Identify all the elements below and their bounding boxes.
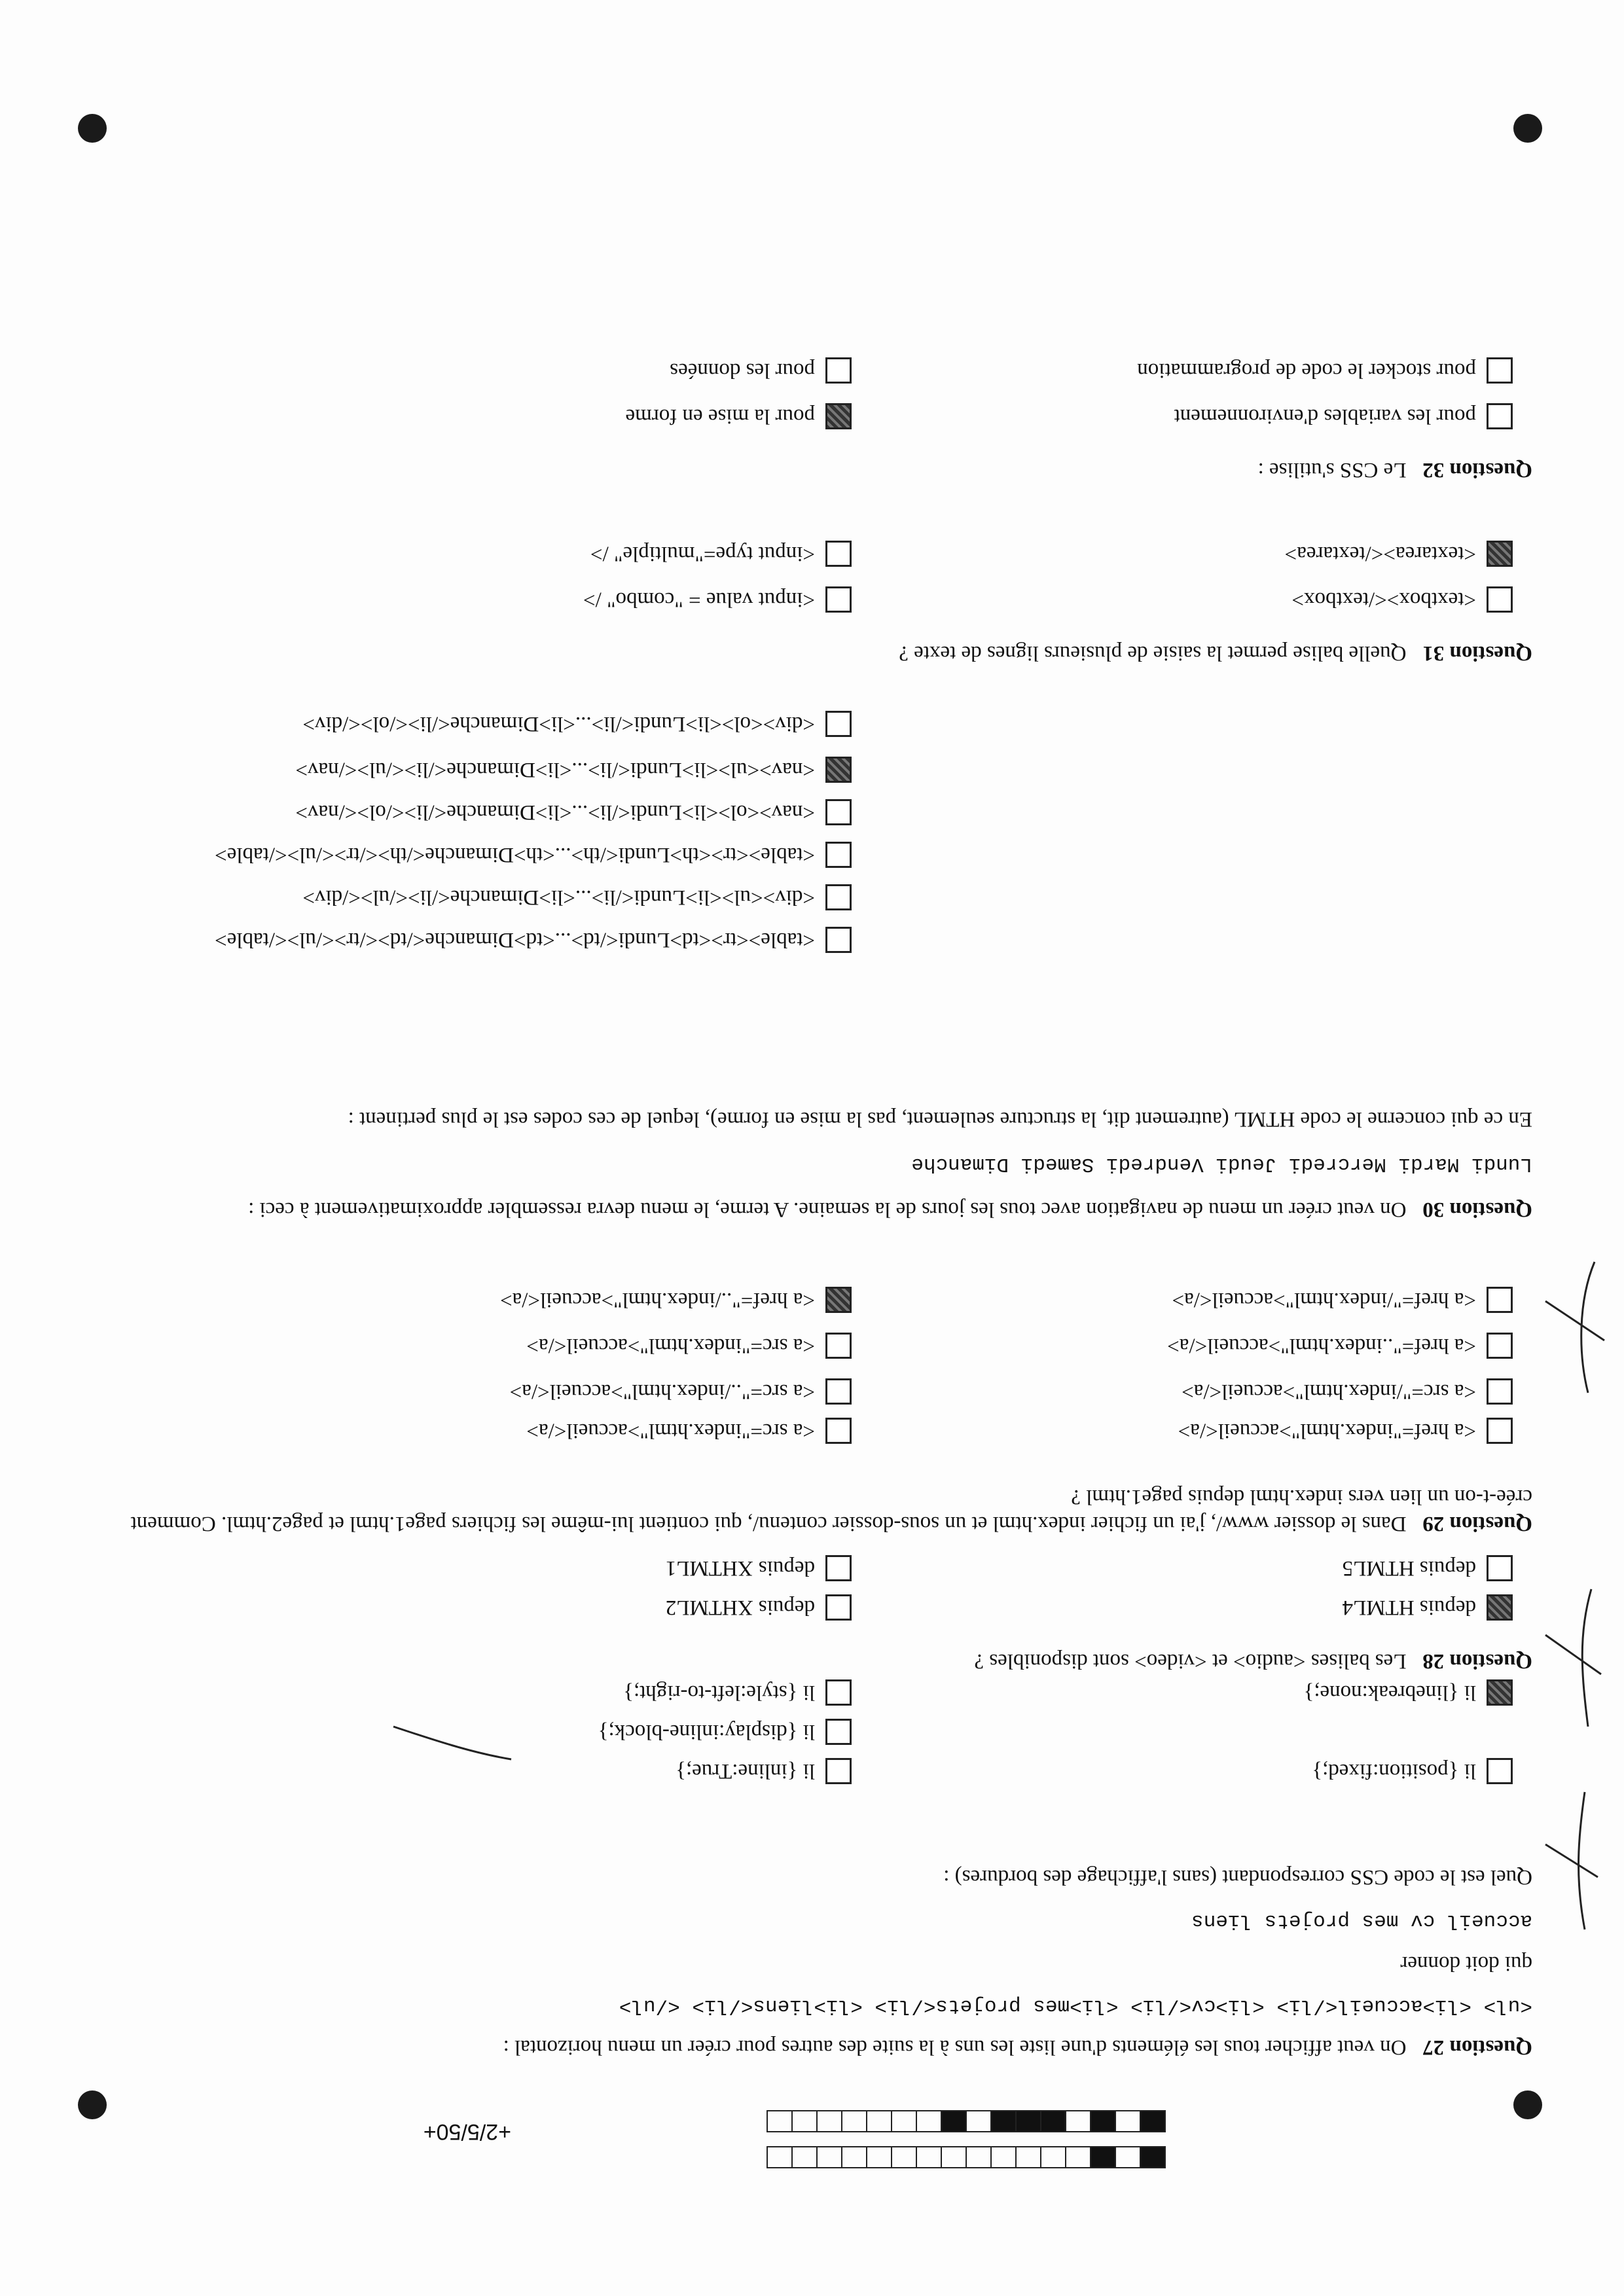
question-text: Quelle balise permet la saisie de plusieurs lignes de texte ? [899, 641, 1407, 665]
answer-label: <nav><ul><li>Lundi</li>...<li>Dimanche</li></ul></nav> [295, 758, 815, 782]
answer-label: pour les variables d'environnement [1174, 404, 1476, 429]
question-text: Le CSS s'utilise : [1257, 458, 1407, 482]
answer-label: <a src="../index.html">accueil</a> [509, 1380, 815, 1404]
answer-label: li {position:fixed;} [1312, 1759, 1476, 1784]
answer-label: li {style:left-to-right;} [623, 1681, 815, 1705]
code-sample: <ul> <li>accueil</li> <li>cv</li> <li>mes projets</li> <li>liens</li> </ul> [619, 1994, 1532, 2017]
answer-label: depuis HTML5 [1342, 1556, 1476, 1581]
answer-label: li {inline:True;} [676, 1759, 815, 1784]
answer-label: <input type="multiple" /> [590, 542, 815, 566]
question-prompt: Quel est le code CSS correspondant (sans l'affichage des bordures) : [943, 1865, 1532, 1889]
answer-label: <a href="..index.html">accueil</a> [1167, 1334, 1476, 1358]
answer-label: <a src="index.html">accueil</a> [526, 1334, 815, 1358]
intro-text: qui doit donner [1400, 1952, 1532, 1975]
answer-label: <a href="/index.html">accueil</a> [1172, 1288, 1476, 1312]
answer-label: pour la mise en forme [625, 404, 815, 429]
answer-label: depuis HTML4 [1342, 1596, 1476, 1620]
answer-label: <table><tr><th>Lundi</th>...<th>Dimanche</th></tr></ul></table> [215, 843, 815, 867]
answer-label: <textbox></textbox> [1291, 588, 1476, 612]
answer-label: depuis XHTML2 [665, 1596, 815, 1620]
page-code: +2/5/50+ [423, 2119, 511, 2144]
question-prompt: En ce qui concerne le code HTML (autrement dit, la structure seulement, pas la mise en forme), lequel de ces codes est le plus pertinent : [348, 1107, 1532, 1131]
answer-label: pour stocker le code de programmation [1137, 359, 1476, 383]
answer-label: li {linebreak:none;} [1303, 1681, 1476, 1705]
rendered-result: accueil cv mes projets liens [1191, 1909, 1532, 1932]
question-text: On veut afficher tous les éléments d'une liste les uns à la suite des autres pour créer un menu horizontal : [503, 2036, 1407, 2059]
question-text: Dans le dossier www/, j'ai un fichier index.html et un sous-dossier contenu/, qui contient lui-même les fichiers page1.html et page2.html. Comment crée-t-on un lien vers index.html depuis page1.html ? [130, 1484, 1532, 1535]
question-text: On veut créer un menu de navigation avec tous les jours de la semaine. A terme, le menu devra ressembler approximativement à ceci : [248, 1198, 1407, 1221]
answer-label: pour les données [670, 359, 815, 383]
question-number: Question 28 [1422, 1649, 1532, 1673]
question-number: Question 32 [1422, 458, 1532, 482]
answer-label: <textarea></textarea> [1284, 542, 1476, 566]
answer-label: <a href="../index.html">accueil</a> [500, 1288, 815, 1312]
answer-label: <div><ul><li>Lundi</li>...<li>Dimanche</li></ul></div> [302, 886, 815, 910]
answer-label: <table><tr><td>Lundi</td>...<td>Dimanche</td></tr></ul></table> [215, 928, 815, 952]
answer-label: <a src="index.html">accueil</a> [526, 1419, 815, 1443]
question-number: Question 29 [1422, 1512, 1532, 1535]
question-number: Question 27 [1422, 2036, 1532, 2059]
rendered-result: Lundi Mardi Mercredi Jeudi Vendredi Samedi Dimanche [911, 1152, 1532, 1175]
answer-label: <nav><ol><li>Lundi</li>...<li>Dimanche</li></ol></nav> [295, 800, 815, 825]
question-text: Les balises <audio> et <video> sont disponibles ? [974, 1649, 1407, 1673]
answer-label: <div><ol><li>Lundi</li>...<li>Dimanche</li></ol></div> [302, 712, 815, 736]
answer-label: <input value = "combo" /> [583, 588, 815, 612]
question-number: Question 31 [1422, 641, 1532, 665]
answer-label: <a src="/index.html">accueil</a> [1182, 1380, 1476, 1404]
answer-label: <a href="index.html">accueil</a> [1178, 1419, 1476, 1443]
answer-label: li {display:inline-block;} [598, 1720, 815, 1744]
answer-label: depuis XHTML1 [665, 1556, 815, 1581]
question-number: Question 30 [1422, 1198, 1532, 1221]
